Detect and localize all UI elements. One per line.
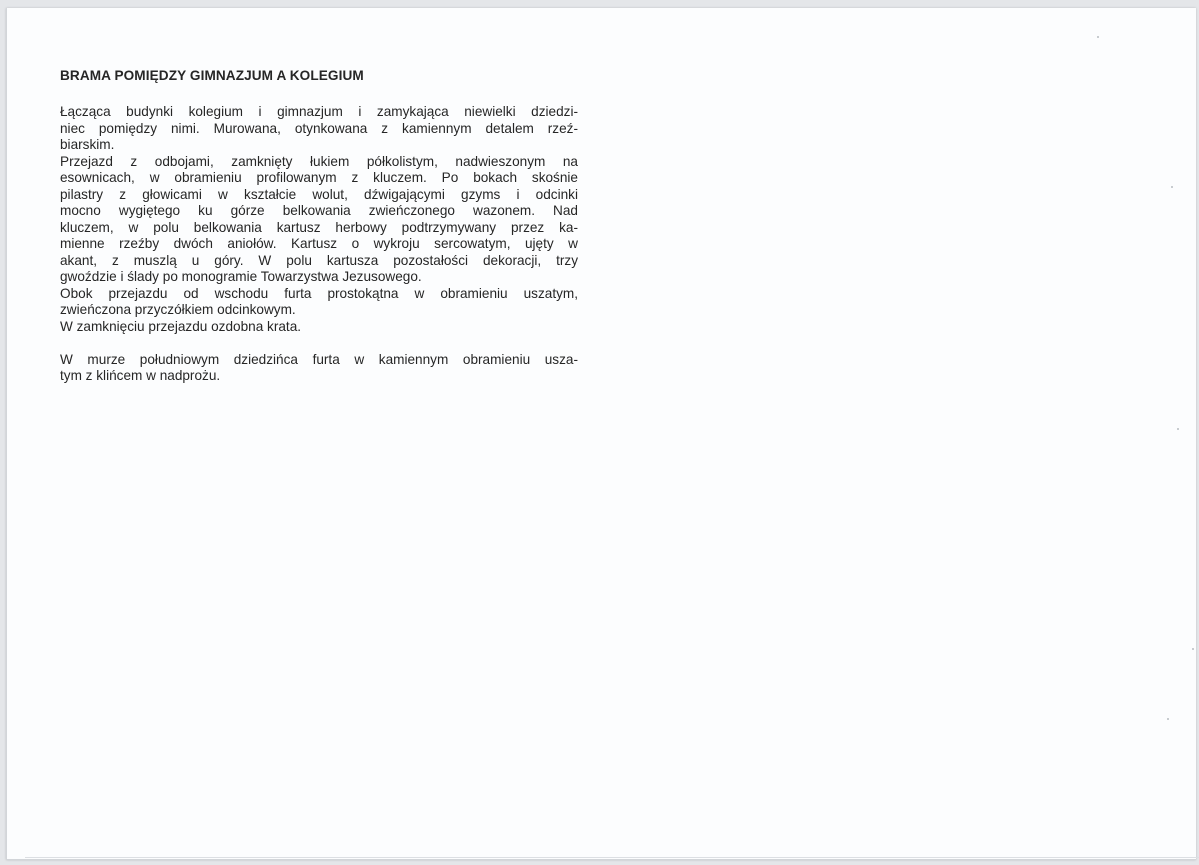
text-line: niec pomiędzy nimi. Murowana, otynkowana z kamiennym detalem rzeź- xyxy=(60,120,578,136)
scan-speck xyxy=(1171,186,1173,188)
text-line: pilastry z głowicami w kształcie wolut, dźwigającymi gzyms i odcinki xyxy=(60,186,578,202)
text-line: tym z klińcem w nadprożu. xyxy=(60,368,221,383)
paragraph-4 xyxy=(60,319,578,336)
text-line: esownicach, w obramieniu profilowanym z kluczem. Po bokach skośnie xyxy=(60,170,578,185)
text-line: W zamknięciu przejazdu ozdobna krata. xyxy=(60,318,302,334)
paragraph-1 xyxy=(60,104,578,154)
text-line: biarskim. xyxy=(60,137,115,152)
document-heading: BRAMA POMIĘDZY GIMNAZJUM A KOLEGIUM xyxy=(60,68,364,83)
text-line: mocno wygiętego ku górze belkowania zwieńczonego wazonem. Nad xyxy=(60,203,578,218)
paragraph-gap xyxy=(60,335,578,352)
document-body xyxy=(60,68,578,385)
text-line: kluczem, w polu belkowania kartusz herbowy podtrzymywany przez ka- xyxy=(60,219,578,235)
paragraph-3 xyxy=(60,286,578,319)
text-line: W murze południowym dziedzińca furta w kamiennym obramieniu usza- xyxy=(60,351,578,367)
text-line: akant, z muszlą u góry. W polu kartusza pozostałości dekoracji, trzy xyxy=(60,252,578,268)
text-line: gwoździe i ślady po monogramie Towarzystwa Jezusowego. xyxy=(60,269,422,284)
scan-speck xyxy=(1097,36,1099,38)
sheet-edge xyxy=(25,857,1199,858)
text-line: zwieńczona przyczółkiem odcinkowym. xyxy=(60,302,296,317)
text-line: Przejazd z odbojami, zamknięty łukiem półkolistym, nadwieszonym na xyxy=(60,153,578,169)
text-line: mienne rzeźby dwóch aniołów. Kartusz o wykroju sercowatym, ujęty w xyxy=(60,236,578,251)
text-line: Łącząca budynki kolegium i gimnazjum i zamykająca niewielki dziedzi- xyxy=(60,104,578,119)
paragraph-5 xyxy=(60,352,578,385)
scan-speck xyxy=(1177,428,1179,430)
scan-speck xyxy=(1167,718,1169,720)
text-line: Obok przejazdu od wschodu furta prostokątna w obramieniu uszatym, xyxy=(60,285,578,301)
scan-speck xyxy=(1192,648,1194,650)
paragraph-2 xyxy=(60,154,578,286)
